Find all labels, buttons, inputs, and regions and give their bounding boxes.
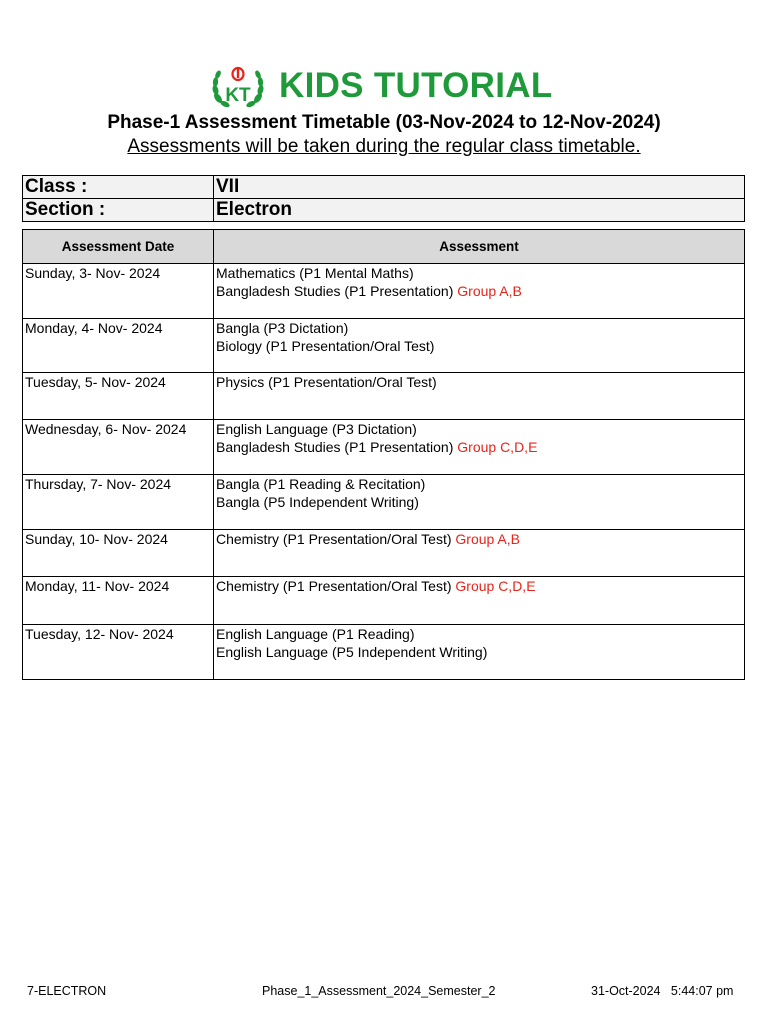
table-row: [23, 373, 745, 420]
assessment-cell: [214, 373, 745, 420]
table-row: [23, 475, 745, 530]
assessment-subject: Bangladesh Studies (P1 Presentation): [216, 282, 454, 299]
assessment-subject: Biology (P1 Presentation/Oral Test): [216, 337, 435, 354]
assessment-line: [216, 421, 744, 439]
assessment-line: [216, 320, 744, 338]
assessment-subject: English Language (P5 Independent Writing): [216, 643, 488, 660]
page-subtitle: Assessments will be taken during the regular class timetable.: [127, 136, 641, 157]
assessment-line: [216, 578, 744, 596]
table-row: [23, 530, 745, 577]
assessment-line: [216, 494, 744, 512]
assessment-line: [216, 476, 744, 494]
assessment-cell: [214, 475, 745, 530]
page-header: [0, 62, 768, 112]
footer-center: Phase_1_Assessment_2024_Semester_2: [262, 984, 496, 998]
assessment-cell: [214, 264, 745, 319]
footer-right: 31-Oct-2024 5:44:07 pm: [591, 984, 734, 998]
assessment-subject: Bangladesh Studies (P1 Presentation): [216, 438, 454, 455]
assessment-subject: Physics (P1 Presentation/Oral Test): [216, 374, 437, 390]
assessment-subject: Chemistry (P1 Presentation/Oral Test): [216, 578, 452, 594]
assessment-subject: Mathematics (P1 Mental Maths): [216, 265, 414, 281]
section-label: Section :: [23, 199, 214, 222]
assessment-subject: English Language (P1 Reading): [216, 626, 415, 642]
assessment-date-cell: Monday, 4- Nov- 2024: [23, 319, 214, 373]
table-row: [23, 625, 745, 680]
assessment-line: [216, 439, 744, 457]
assessment-group: Group A,B: [457, 282, 522, 299]
assessment-line: [216, 626, 744, 644]
assessment-group: Group C,D,E: [455, 578, 536, 594]
assessment-date-cell: Wednesday, 6- Nov- 2024: [23, 420, 214, 475]
assessment-date-cell: Thursday, 7- Nov- 2024: [23, 475, 214, 530]
assessment-line: [216, 265, 744, 283]
table-header-row: [23, 230, 745, 264]
assessment-date-cell: Monday, 11- Nov- 2024: [23, 577, 214, 625]
column-header-date: Assessment Date: [23, 230, 214, 264]
assessment-cell: [214, 420, 745, 475]
class-value: VII: [214, 176, 745, 199]
assessment-cell: [214, 530, 745, 577]
page-title: Phase-1 Assessment Timetable (03-Nov-2024 to 12-Nov-2024): [107, 112, 661, 133]
assessment-cell: [214, 625, 745, 680]
assessment-schedule-table: [22, 229, 745, 680]
assessment-subject: Bangla (P3 Dictation): [216, 320, 349, 336]
footer-left: 7-ELECTRON: [27, 984, 107, 998]
assessment-cell: [214, 319, 745, 373]
assessment-date-cell: Sunday, 10- Nov- 2024: [23, 530, 214, 577]
assessment-group: Group C,D,E: [457, 438, 538, 455]
class-info-table: [22, 175, 745, 222]
assessment-line: [216, 644, 744, 662]
assessment-line: [216, 531, 744, 549]
assessment-subject: Bangla (P1 Reading & Recitation): [216, 476, 426, 492]
table-row: [23, 577, 745, 625]
assessment-date-cell: Tuesday, 5- Nov- 2024: [23, 373, 214, 420]
assessment-subject: Bangla (P5 Independent Writing): [216, 493, 419, 510]
assessment-group: Group A,B: [455, 531, 520, 547]
assessment-date-cell: Sunday, 3- Nov- 2024: [23, 264, 214, 319]
section-value: Electron: [214, 199, 745, 222]
column-header-assessment: Assessment: [214, 230, 745, 264]
kids-tutorial-logo-icon: [210, 64, 266, 112]
assessment-line: [216, 283, 744, 301]
assessment-line: [216, 374, 744, 392]
assessment-subject: English Language (P3 Dictation): [216, 421, 417, 437]
table-row: [23, 319, 745, 373]
class-label: Class :: [23, 176, 214, 199]
assessment-cell: [214, 577, 745, 625]
table-row: [23, 264, 745, 319]
assessment-line: [216, 338, 744, 356]
brand-name: KIDS TUTORIAL: [279, 66, 553, 105]
section-row: [23, 199, 745, 222]
assessment-date-cell: Tuesday, 12- Nov- 2024: [23, 625, 214, 680]
table-row: [23, 420, 745, 475]
assessment-subject: Chemistry (P1 Presentation/Oral Test): [216, 531, 452, 547]
svg-text:KT: KT: [225, 85, 251, 106]
class-row: [23, 176, 745, 199]
